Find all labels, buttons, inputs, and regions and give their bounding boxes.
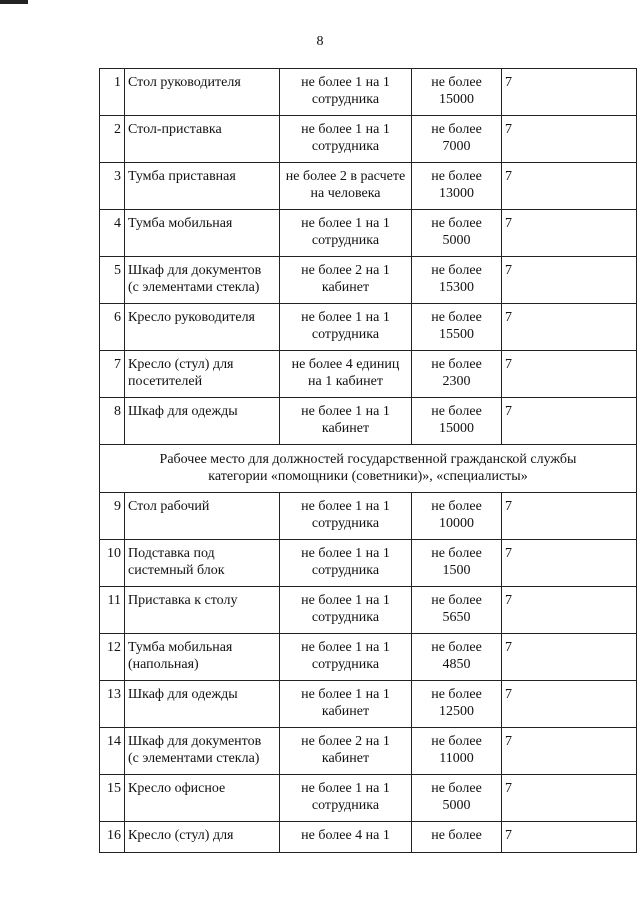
item-norm-line: кабинет — [321, 280, 370, 295]
item-name-line: Кресло руководителя — [128, 310, 255, 325]
item-term-cell: 7 — [502, 775, 637, 822]
row-number-cell: 8 — [100, 398, 125, 445]
row-number-cell: 6 — [100, 304, 125, 351]
item-name-line: Кресло офисное — [128, 781, 226, 796]
row-number-cell: 14 — [100, 728, 125, 775]
item-term-cell: 7 — [502, 116, 637, 163]
item-price-cell — [412, 69, 502, 116]
item-norm-cell — [280, 540, 412, 587]
item-norm-cell — [280, 163, 412, 210]
item-name-cell — [125, 116, 280, 163]
item-norm-line: на 1 кабинет — [308, 374, 383, 389]
item-name-cell — [125, 257, 280, 304]
item-norm-line: сотрудника — [311, 610, 380, 625]
item-price-cell — [412, 304, 502, 351]
item-price-line: не более — [431, 828, 482, 843]
item-price-line: не более — [431, 357, 482, 372]
item-term-cell: 7 — [502, 540, 637, 587]
row-number-cell: 13 — [100, 681, 125, 728]
item-price-line: не более — [431, 546, 482, 561]
item-price-cell — [412, 540, 502, 587]
item-norm-cell — [280, 822, 412, 853]
item-name-line: Шкаф для документов — [128, 263, 262, 278]
item-name-cell — [125, 69, 280, 116]
item-price-line: не более — [431, 593, 482, 608]
item-term-cell: 7 — [502, 681, 637, 728]
item-norm-line: не более 4 единиц — [291, 357, 400, 372]
item-price-line: не более — [431, 169, 482, 184]
item-norm-cell — [280, 257, 412, 304]
section-title-line: категории «помощники (советники)», «специалисты» — [208, 469, 528, 484]
item-name-line: Шкаф для одежды — [128, 404, 238, 419]
item-norm-line: кабинет — [321, 421, 370, 436]
item-name-line: (напольная) — [128, 657, 199, 672]
item-price-cell — [412, 210, 502, 257]
item-name-cell — [125, 587, 280, 634]
item-norm-line: не более 2 на 1 — [301, 263, 390, 278]
item-norm-line: не более 1 на 1 — [301, 75, 390, 90]
row-number-cell: 2 — [100, 116, 125, 163]
item-norm-cell — [280, 728, 412, 775]
row-number-cell: 3 — [100, 163, 125, 210]
item-norm-line: сотрудника — [311, 327, 380, 342]
item-norm-line: не более 2 в расчете — [285, 169, 406, 184]
item-name-cell — [125, 728, 280, 775]
item-price-cell — [412, 775, 502, 822]
item-name-cell — [125, 210, 280, 257]
item-price-line: не более — [431, 122, 482, 137]
table-row — [100, 540, 637, 587]
item-name-line: Стол руководителя — [128, 75, 241, 90]
item-price-line: 5000 — [442, 233, 471, 248]
item-price-line: 13000 — [439, 186, 474, 201]
item-term-cell: 7 — [502, 634, 637, 681]
item-name-line: (с элементами стекла) — [128, 751, 260, 766]
item-price-line: 15000 — [439, 421, 474, 436]
item-norm-line: не более 1 на 1 — [301, 593, 390, 608]
item-norm-cell — [280, 775, 412, 822]
furniture-norms-table — [99, 68, 637, 853]
item-price-line: 1500 — [442, 563, 471, 578]
item-price-line: не более — [431, 781, 482, 796]
table-row — [100, 257, 637, 304]
item-price-cell — [412, 822, 502, 853]
item-norm-line: не более 1 на 1 — [301, 404, 390, 419]
item-price-cell — [412, 398, 502, 445]
item-price-line: 5000 — [442, 798, 471, 813]
item-norm-line: сотрудника — [311, 233, 380, 248]
item-term-cell: 7 — [502, 493, 637, 540]
item-term-cell: 7 — [502, 163, 637, 210]
item-norm-line: не более 1 на 1 — [301, 546, 390, 561]
item-norm-cell — [280, 634, 412, 681]
item-name-line: Шкаф для документов — [128, 734, 262, 749]
item-term-cell: 7 — [502, 398, 637, 445]
item-name-line: Стол рабочий — [128, 499, 210, 514]
item-norm-line: не более 1 на 1 — [301, 216, 390, 231]
item-price-line: 10000 — [439, 516, 474, 531]
item-price-line: 15300 — [439, 280, 474, 295]
table-row — [100, 775, 637, 822]
item-price-line: 5650 — [442, 610, 471, 625]
item-price-line: не более — [431, 687, 482, 702]
item-name-line: Приставка к столу — [128, 593, 238, 608]
table-row — [100, 493, 637, 540]
item-price-line: 11000 — [439, 751, 474, 766]
item-name-cell — [125, 681, 280, 728]
item-norm-line: сотрудника — [311, 657, 380, 672]
table-row — [100, 304, 637, 351]
row-number-cell: 1 — [100, 69, 125, 116]
item-norm-line: не более 1 на 1 — [301, 687, 390, 702]
item-term-cell: 7 — [502, 822, 637, 853]
item-name-cell — [125, 822, 280, 853]
item-norm-line: не более 1 на 1 — [301, 122, 390, 137]
item-norm-line: не более 1 на 1 — [301, 310, 390, 325]
item-name-cell — [125, 634, 280, 681]
table-row — [100, 351, 637, 398]
row-number-cell: 10 — [100, 540, 125, 587]
item-price-line: не более — [431, 310, 482, 325]
item-name-line: Тумба мобильная — [128, 216, 233, 231]
table-row — [100, 681, 637, 728]
item-name-line: (с элементами стекла) — [128, 280, 260, 295]
item-norm-line: сотрудника — [311, 516, 380, 531]
table-row — [100, 69, 637, 116]
item-norm-cell — [280, 116, 412, 163]
item-name-cell — [125, 351, 280, 398]
item-norm-cell — [280, 398, 412, 445]
item-name-line: Тумба мобильная — [128, 640, 233, 655]
item-norm-cell — [280, 210, 412, 257]
item-name-line: Кресло (стул) для — [128, 357, 234, 372]
item-price-line: не более — [431, 734, 482, 749]
item-price-line: 12500 — [439, 704, 474, 719]
item-price-line: 4850 — [442, 657, 471, 672]
item-norm-cell — [280, 493, 412, 540]
item-norm-line: не более 2 на 1 — [301, 734, 390, 749]
row-number-cell: 9 — [100, 493, 125, 540]
item-price-cell — [412, 163, 502, 210]
item-name-line: Шкаф для одежды — [128, 687, 238, 702]
row-number-cell: 16 — [100, 822, 125, 853]
item-price-line: не более — [431, 263, 482, 278]
row-number-cell: 5 — [100, 257, 125, 304]
row-number-cell: 12 — [100, 634, 125, 681]
item-term-cell: 7 — [502, 351, 637, 398]
item-norm-line: сотрудника — [311, 563, 380, 578]
row-number-cell: 15 — [100, 775, 125, 822]
row-number-cell: 7 — [100, 351, 125, 398]
item-name-line: Кресло (стул) для — [128, 828, 234, 843]
section-header-row — [100, 445, 637, 493]
item-price-cell — [412, 493, 502, 540]
item-norm-cell — [280, 69, 412, 116]
item-term-cell: 7 — [502, 257, 637, 304]
item-term-cell: 7 — [502, 587, 637, 634]
item-price-cell — [412, 257, 502, 304]
item-price-line: не более — [431, 216, 482, 231]
item-norm-line: сотрудника — [311, 92, 380, 107]
table-row — [100, 398, 637, 445]
item-norm-line: не более 1 на 1 — [301, 640, 390, 655]
item-name-cell — [125, 163, 280, 210]
item-price-line: 7000 — [442, 139, 471, 154]
item-norm-line: кабинет — [321, 751, 370, 766]
table-row — [100, 822, 637, 853]
item-price-line: 2300 — [442, 374, 471, 389]
item-name-line: посетителей — [128, 374, 203, 389]
table-row — [100, 163, 637, 210]
section-title-line: Рабочее место для должностей государственной гражданской службы — [159, 452, 577, 467]
item-price-cell — [412, 351, 502, 398]
item-name-cell — [125, 775, 280, 822]
item-norm-cell — [280, 681, 412, 728]
item-price-cell — [412, 587, 502, 634]
table-row — [100, 587, 637, 634]
page-number: 8 — [316, 34, 324, 49]
item-price-cell — [412, 116, 502, 163]
item-price-line: не более — [431, 499, 482, 514]
item-term-cell: 7 — [502, 728, 637, 775]
row-number-cell: 4 — [100, 210, 125, 257]
item-norm-line: кабинет — [321, 704, 370, 719]
item-norm-line: не более 4 на 1 — [301, 828, 390, 843]
row-number-cell: 11 — [100, 587, 125, 634]
table-row — [100, 634, 637, 681]
scan-corner-mark — [0, 0, 28, 4]
item-name-line: Подставка под — [128, 546, 215, 561]
item-price-cell — [412, 728, 502, 775]
item-price-line: не более — [431, 404, 482, 419]
table-row — [100, 728, 637, 775]
item-norm-line: сотрудника — [311, 798, 380, 813]
item-name-cell — [125, 304, 280, 351]
item-norm-cell — [280, 587, 412, 634]
item-term-cell: 7 — [502, 69, 637, 116]
item-norm-line: на человека — [310, 186, 381, 201]
item-price-line: 15000 — [439, 92, 474, 107]
item-price-line: не более — [431, 640, 482, 655]
item-term-cell: 7 — [502, 210, 637, 257]
item-price-line: не более — [431, 75, 482, 90]
item-name-line: системный блок — [128, 563, 225, 578]
item-norm-cell — [280, 304, 412, 351]
item-name-cell — [125, 398, 280, 445]
table-row — [100, 116, 637, 163]
item-price-line: 15500 — [439, 327, 474, 342]
item-name-cell — [125, 540, 280, 587]
item-price-cell — [412, 681, 502, 728]
item-norm-cell — [280, 351, 412, 398]
item-term-cell: 7 — [502, 304, 637, 351]
item-name-line: Стол-приставка — [128, 122, 222, 137]
item-name-line: Тумба приставная — [128, 169, 236, 184]
item-norm-line: сотрудника — [311, 139, 380, 154]
table-row — [100, 210, 637, 257]
item-norm-line: не более 1 на 1 — [301, 781, 390, 796]
section-title — [100, 445, 637, 493]
item-price-cell — [412, 634, 502, 681]
item-norm-line: не более 1 на 1 — [301, 499, 390, 514]
item-name-cell — [125, 493, 280, 540]
